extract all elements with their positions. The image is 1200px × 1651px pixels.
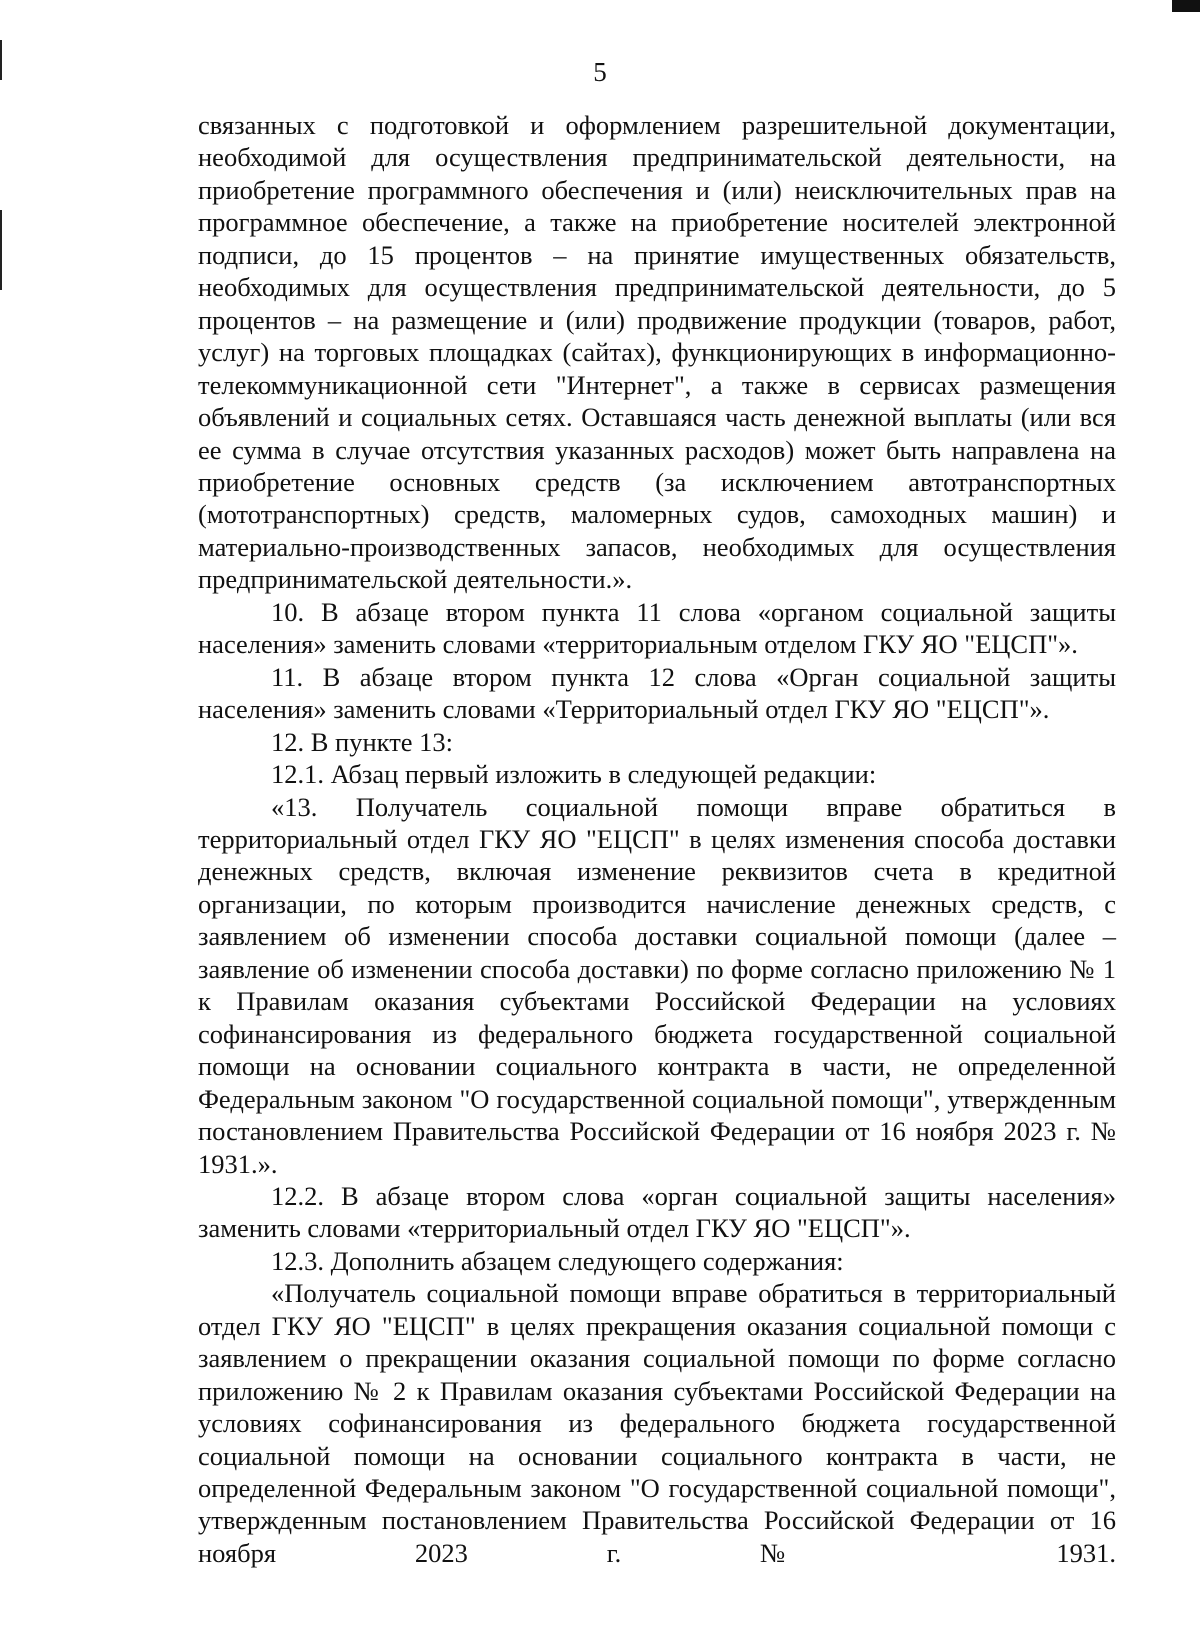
paragraph-item-10: 10. В абзаце втором пункта 11 слова «органом социальной защиты населения» заменить словами «территориальным отделом ГКУ ЯО "ЕЦСП"». (198, 596, 1116, 660)
scan-corner-mark (1172, 0, 1200, 12)
paragraph-item-12-1: 12.1. Абзац первый изложить в следующей редакции: (271, 759, 877, 790)
paragraph-continuation: связанных с подготовкой и оформлением разрешительной документации, необходимой для осуществления предпринимательской деятельности, на приобретение программного обеспечения и (или) неисключительных прав на программное обеспечение, а также на приобретение носителей электронной подписи, до 15 процентов – на принятие имущественных обязательств, необходимых для осуществления предпринимательской деятельности, до 5 процентов – на размещение и (или) продвижение продукции (товаров, работ, услуг) на торговых площадках (сайтах), функционирующих в информационно-телекоммуникационной сети "Интернет", а также в сервисах размещения объявлений и социальных сетях. Оставшаяся часть денежной выплаты (или вся ее сумма в случае отсутствия указанных расходов) может быть направлена на приобретение основных средств (за исключением автотранспортных (мототранспортных) средств, маломерных судов, самоходных машин) и материально-производственных запасов, необходимых для осуществления предпринимательской деятельности.». (198, 110, 1116, 595)
paragraph-item-12-3: 12.3. Дополнить абзацем следующего содержания: (271, 1245, 844, 1276)
scan-edge-mark (0, 210, 2, 290)
paragraph-item-12-2: 12.2. В абзаце втором слова «орган социальной защиты населения» заменить словами «территориальный отдел ГКУ ЯО "ЕЦСП"». (198, 1180, 1116, 1244)
paragraph-item-12-3-quote: «Получатель социальной помощи вправе обратиться в территориальный отдел ГКУ ЯО "ЕЦСП" в целях прекращения оказания социальной помощи с заявлением о прекращении оказания социальной помощи по форме согласно приложению № 2 к Правилам оказания субъектами Российской Федерации на условиях софинансирования из федерального бюджета государственной социальной помощи на основании социального контракта в части, не определенной Федеральным законом "О государственной социальной помощи", утвержденным постановлением Правительства Российской Федерации от 16 ноября 2023 г. № 1931. (198, 1278, 1116, 1568)
paragraph-item-12-1-quote: «13. Получатель социальной помощи вправе обратиться в территориальный отдел ГКУ ЯО "ЕЦСП" в целях изменения способа доставки денежных средств, включая изменение реквизитов счета в кредитной организации, по которым производится начисление денежных средств, с заявлением об изменении способа доставки социальной помощи (далее – заявление об изменении способа доставки) по форме согласно приложению № 1 к Правилам оказания субъектами Российской Федерации на условиях софинансирования из федерального бюджета государственной социальной помощи на основании социального контракта в части, не определенной Федеральным законом "О государственной социальной помощи", утвержденным постановлением Правительства Российской Федерации от 16 ноября 2023 г. № 1931.». (198, 791, 1116, 1179)
page-number: 5 (593, 57, 607, 87)
paragraph-item-12: 12. В пункте 13: (271, 726, 454, 757)
paragraph-item-11: 11. В абзаце втором пункта 12 слова «Орган социальной защиты населения» заменить словами «Территориальный отдел ГКУ ЯО "ЕЦСП"». (198, 661, 1116, 725)
document-body (198, 109, 1116, 1569)
